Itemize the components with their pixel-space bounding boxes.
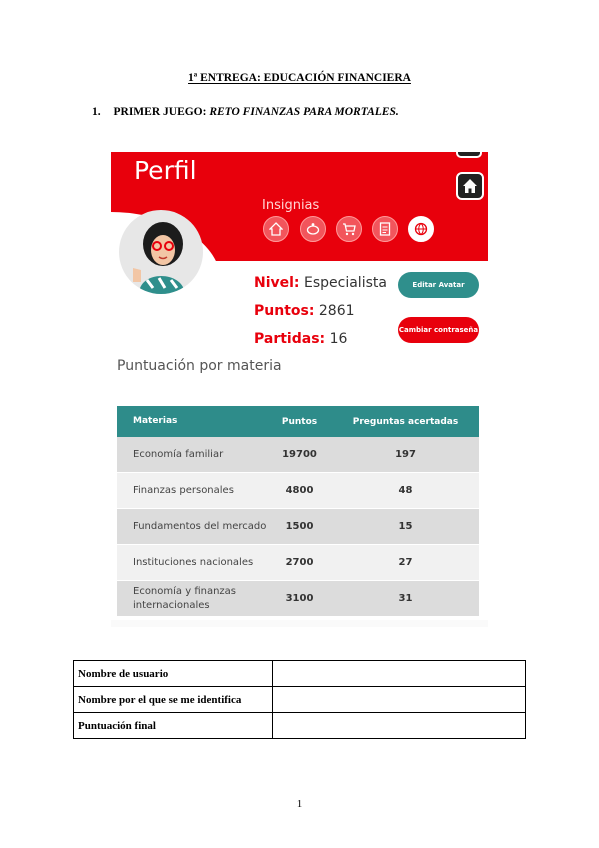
change-password-button[interactable]: Cambiar contraseña (398, 317, 479, 343)
scores-table-header (117, 406, 479, 437)
profile-title: Perfil (134, 156, 197, 185)
back-icon[interactable] (456, 152, 482, 158)
scores-table (117, 406, 479, 617)
table-row (74, 687, 526, 713)
table-row: Finanzas personales 4800 48 (117, 473, 479, 509)
table-row (74, 661, 526, 687)
final-score-field[interactable] (273, 713, 526, 739)
nickname-label: Nombre por el que se me identifica (74, 687, 273, 713)
section-game-name: RETO FINANZAS PARA MORTALES. (209, 106, 399, 118)
partidas-stat: Partidas: 16 (254, 331, 348, 347)
section-label: PRIMER JUEGO: (113, 106, 207, 118)
table-row (74, 713, 526, 739)
username-field[interactable] (273, 661, 526, 687)
nickname-field[interactable] (273, 687, 526, 713)
table-row: Instituciones nacionales 2700 27 (117, 545, 479, 581)
table-row: Economía familiar 19700 197 (117, 437, 479, 473)
insignias-label: Insignias (262, 198, 320, 213)
house-icon[interactable] (263, 216, 289, 242)
page-number: 1 (296, 798, 303, 810)
header-preguntas: Preguntas acertadas (352, 416, 459, 427)
puntos-stat: Puntos: 2861 (254, 303, 355, 319)
header-puntos: Puntos (281, 416, 318, 427)
student-info-table (73, 660, 526, 739)
screenshot-cutoff-edge (111, 620, 488, 627)
section-number: 1. (92, 106, 101, 118)
document-title: 1ª ENTREGA: EDUCACIÓN FINANCIERA (188, 72, 411, 84)
final-score-label: Puntuación final (74, 713, 273, 739)
username-label: Nombre de usuario (74, 661, 273, 687)
score-by-subject-heading: Puntuación por materia (117, 358, 282, 374)
globe-icon[interactable] (408, 216, 434, 242)
piggy-bank-icon[interactable] (300, 216, 326, 242)
header-materias: Materias (133, 416, 178, 427)
nivel-stat: Nivel: Especialista (254, 275, 387, 291)
profile-screenshot (111, 152, 488, 627)
cart-icon[interactable] (336, 216, 362, 242)
edit-avatar-button[interactable]: Editar Avatar (398, 272, 479, 298)
document-icon[interactable] (372, 216, 398, 242)
home-icon[interactable] (456, 172, 484, 200)
table-row: Economía y finanzas internacionales 3100 31 (117, 581, 479, 617)
table-row: Fundamentos del mercado 1500 15 (117, 509, 479, 545)
section-heading (92, 106, 399, 118)
avatar (119, 210, 203, 294)
